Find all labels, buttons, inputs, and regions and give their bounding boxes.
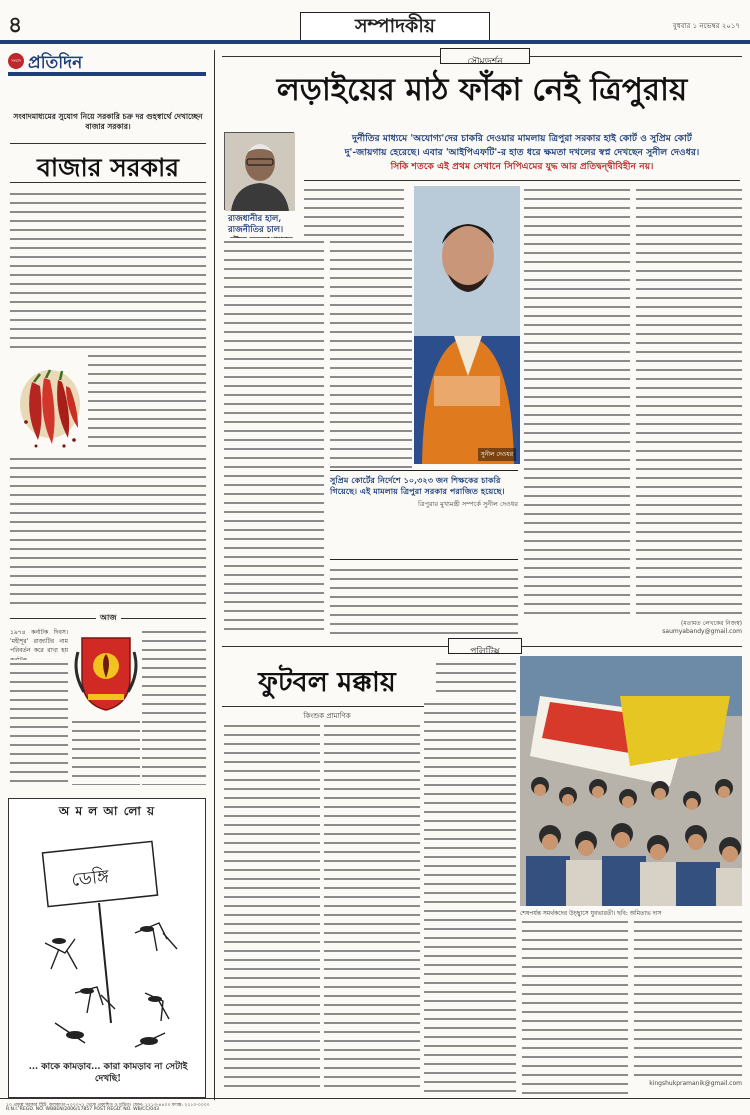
politics-tag	[448, 638, 522, 657]
politician-photo-caption: সুনীল দেওধর	[478, 448, 516, 461]
amol-title: অ ম ল আ লো য়	[58, 804, 156, 818]
section-title: সম্পাদকীয়	[355, 15, 435, 37]
saumya-body-col-2	[330, 238, 412, 468]
stadium-photo	[520, 656, 742, 906]
saumya-body-col-1a	[304, 186, 404, 236]
author-email: saumyabandy@gmail.com	[662, 628, 742, 635]
politician-image	[414, 186, 520, 464]
karnataka-emblem	[72, 632, 140, 714]
football-headline: ফুটবল মক্কায়	[258, 667, 396, 698]
lead-text-1: দুর্নীতির মাধ্যমে 'অযোগ্য'দের চাকরি দেওয়ার মামলায় ত্রিপুরা সরকার হাই কোর্ট ও সুপ্রিম কোর্ট	[352, 133, 692, 144]
footer-rule	[0, 1098, 750, 1099]
left-article-body-3	[10, 455, 206, 605]
cartoon-drawing	[15, 823, 201, 1059]
football-lead-col	[436, 660, 516, 698]
politics-tag-label: পলিটিক্স	[470, 647, 500, 657]
author-caption-1: রাজধানীর হাল,	[228, 214, 282, 224]
pull-quote-text: সুপ্রিম কোর্টের নির্দেশে ১০,৩২৩ জন শিক্ষকের চাকরি গিয়েছে। এই মামলায় ত্রিপুরা সরকার পরাজিত হয়েছে।	[330, 475, 505, 496]
football-body-col-5	[634, 918, 742, 1076]
footer-line-1: ২০ প্রফুল্ল সরকার স্ট্রিট, কলকাতা-৭০০০৭২ থেকে প্রকাশিত ও মুদ্রিত। ফোন: ২২১৩-৪৪০০ ফ্যাক্স: ২২১৩-০০০০	[6, 1103, 210, 1108]
aaj-label: আজ	[96, 612, 121, 625]
football-body-col-2	[324, 722, 420, 1094]
football-body-col-3	[424, 700, 516, 1094]
pull-quote	[330, 470, 518, 560]
saumya-body-col-3	[524, 186, 630, 616]
left-article-body-2	[88, 352, 206, 452]
header-banner	[300, 12, 490, 40]
cartoon-board-text: ডেঙ্গি	[70, 866, 111, 891]
politician-photo	[414, 186, 520, 464]
date-line: বুধবার ১ নভেম্বর ২০১৭	[672, 22, 740, 30]
saumya-body-col-4	[636, 186, 742, 616]
masthead-title: প্রতিদিন	[28, 53, 83, 73]
football-byline: কিংশুক প্রামাণিক	[303, 712, 351, 720]
author-photo	[224, 132, 294, 210]
peppers-illustration	[14, 352, 86, 452]
aaj-body-right	[142, 628, 206, 785]
left-headline-rule	[10, 182, 206, 183]
lead-text-2: দু'-জায়গায় হেরেছে। এবার 'আইপিএফটি'-র হাত ধরে ক্ষমতা দখলের স্বপ্ন দেখছেন সুনীল দেওধর।	[344, 147, 700, 158]
page-header	[0, 0, 750, 44]
left-headline: বাজার সরকার	[37, 153, 179, 182]
pull-quote-by: ত্রিপুরার মুখ্যমন্ত্রী সম্পর্কে সুনীল দেওধর	[417, 500, 518, 508]
lead-block	[304, 132, 740, 174]
cartoon-caption: ... কাকে কামড়াব... কারা কামড়াব না সেটাই দেখছি!	[28, 1062, 188, 1084]
football-body-col-4	[522, 918, 628, 1094]
football-photo-caption: শেষপর্যন্ত সমর্থকদের উচ্ছ্বাসে যুবভারতী। ছবি: অমিতাভ দাস	[520, 910, 662, 917]
left-intro-rule	[10, 143, 206, 144]
header-rule	[0, 40, 750, 44]
author-portrait	[225, 133, 295, 211]
footer-line-2: R.N.I. REGD. NO. WBBEN/2006/17857 POST REGD. NO. WB/CC/043	[6, 1107, 160, 1112]
lead-text-3: সিকি শতকে এই প্রথম সেখানে সিপিএমের যুদ্ধ আর প্রতিদ্বন্দ্বীবিহীন নয়।	[390, 161, 654, 172]
saumya-tag	[440, 48, 530, 67]
aaj-body-left	[10, 660, 68, 785]
cartoon-box	[8, 798, 206, 1098]
footer-email: kingshukpramanik@gmail.com	[649, 1080, 742, 1087]
author-note: (মতামত লেখকের নিজস্ব)	[681, 620, 742, 627]
column-divider	[214, 50, 215, 1100]
aaj-text: ১৯৭৪ কর্নাটক দিবস। 'মহীশূর' রাজ্যটির নাম পরিবর্তন করে রাখা হয়	[10, 629, 68, 655]
aaj-body-bottom	[72, 718, 140, 785]
author-caption-2: রাজনীতির চাল।	[228, 225, 284, 235]
left-intro: সংবাদমাধ্যমের সুযোগ নিয়ে সরকারি চক্র দর গুহস্বার্থে দেখাচ্ছেন বাজার সরকার।	[13, 112, 203, 131]
page-number: ৪	[8, 12, 23, 38]
left-article-body-1	[10, 190, 206, 352]
main-headline: লড়াইয়ের মাঠ ফাঁকা নেই ত্রিপুরায়	[276, 72, 688, 108]
saumya-body-col-1b	[224, 238, 324, 635]
masthead-badge: সংবাদ	[8, 53, 24, 69]
football-headline-rule	[222, 706, 432, 707]
masthead	[8, 50, 206, 76]
lead-rule	[304, 180, 740, 181]
football-body-col-1	[224, 722, 320, 1094]
saumya-tag-label: সৌম্যদর্শন	[467, 57, 503, 67]
stadium-image	[520, 656, 742, 906]
saumya-body-col-2b	[330, 566, 518, 635]
